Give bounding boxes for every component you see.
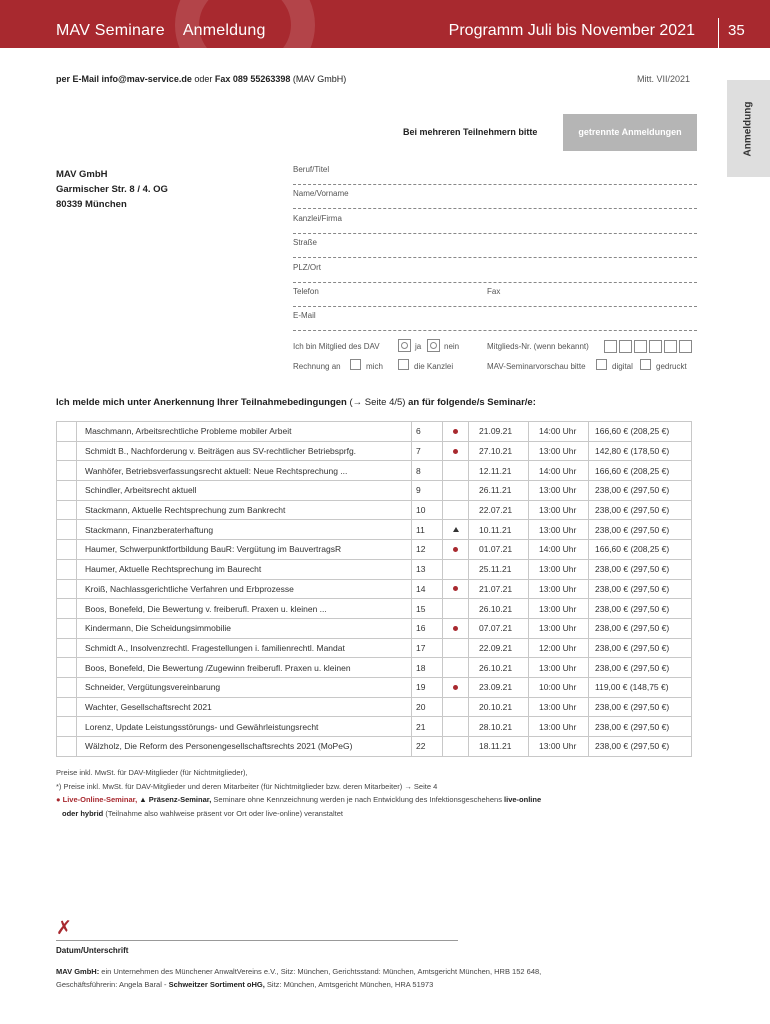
seminar-price: 238,00 € (297,50 €): [589, 559, 692, 579]
rechnung-kanzlei-checkbox[interactable]: [398, 359, 409, 370]
table-row: [57, 638, 692, 658]
live-online-dot-icon: [453, 449, 458, 454]
seminar-number: 21: [412, 717, 443, 737]
praesenz-legend: ▲ Präsenz-Seminar,: [137, 795, 212, 804]
seminar-number: 7: [412, 441, 443, 461]
seminar-number: 13: [412, 559, 443, 579]
vorschau-gedruckt-checkbox[interactable]: [640, 359, 651, 370]
seminar-date: 26.11.21: [469, 481, 529, 501]
name-field[interactable]: [293, 187, 697, 209]
seminar-number: 17: [412, 638, 443, 658]
footer-line-2: [56, 979, 541, 992]
seminar-time: 13:00 Uhr: [529, 737, 589, 757]
seminar-checkbox[interactable]: [57, 599, 77, 619]
dav-nein-radio[interactable]: [427, 339, 440, 352]
seminar-price: 238,00 € (297,50 €): [589, 481, 692, 501]
mitglieds-nr-digit-4[interactable]: [649, 340, 662, 353]
seminar-format-marker: [443, 717, 469, 737]
seminar-checkbox[interactable]: [57, 638, 77, 658]
seminar-format-marker: [443, 422, 469, 442]
vorschau-digital-checkbox[interactable]: [596, 359, 607, 370]
intro-page-ref: (→ Seite 4/5): [346, 397, 409, 408]
note-hybrid: oder hybrid: [62, 808, 104, 818]
plz-label: PLZ/Ort: [293, 263, 322, 272]
seminar-title: Schneider, Vergütungsvereinbarung: [77, 677, 412, 697]
seminar-time: 13:00 Uhr: [529, 697, 589, 717]
address-line-3: 80339 München: [56, 199, 127, 210]
seminar-number: 22: [412, 737, 443, 757]
address-line-2: Garmischer Str. 8 / 4. OG: [56, 184, 168, 195]
seminar-number: 19: [412, 677, 443, 697]
seminar-checkbox[interactable]: [57, 559, 77, 579]
live-online-dot-icon: [453, 626, 458, 631]
seminar-checkbox[interactable]: [57, 737, 77, 757]
radio-circle-icon: [401, 342, 408, 349]
table-row: [57, 500, 692, 520]
seminar-checkbox[interactable]: [57, 618, 77, 638]
live-online-dot-icon: [453, 547, 458, 552]
seminar-format-marker: [443, 737, 469, 757]
side-tab-label: Anmeldung: [742, 101, 754, 157]
telefon-label: Telefon: [293, 287, 319, 296]
seminar-title: Stackmann, Finanzberaterhaftung: [77, 520, 412, 540]
praesenz-triangle-icon: [453, 527, 459, 532]
seminar-format-marker: [443, 579, 469, 599]
mitglieds-nr-digit-5[interactable]: [664, 340, 677, 353]
vorschau-label: MAV-Seminarvorschau bitte: [487, 362, 586, 371]
seminar-price: 238,00 € (297,50 €): [589, 579, 692, 599]
seminar-price: 238,00 € (297,50 €): [589, 737, 692, 757]
table-row: [57, 697, 692, 717]
seminar-number: 15: [412, 599, 443, 619]
seminar-checkbox[interactable]: [57, 579, 77, 599]
note-line-4: [56, 807, 541, 821]
seminar-title: Haumer, Schwerpunktfortbildung BauR: Vergütung im BauvertragsR: [77, 540, 412, 560]
seminar-table: [56, 421, 692, 757]
table-row: [57, 677, 692, 697]
seminar-time: 13:00 Uhr: [529, 599, 589, 619]
seminar-time: 13:00 Uhr: [529, 520, 589, 540]
seminar-time: 13:00 Uhr: [529, 579, 589, 599]
rechnung-label: Rechnung an: [293, 362, 341, 371]
table-row: [57, 441, 692, 461]
page-number: 35: [728, 22, 745, 39]
beruf-label: Beruf/Titel: [293, 165, 330, 174]
contact-line: [56, 74, 346, 84]
table-row: [57, 540, 692, 560]
seminar-date: 28.10.21: [469, 717, 529, 737]
seminar-date: 21.09.21: [469, 422, 529, 442]
table-row: [57, 717, 692, 737]
legal-footer: [56, 966, 541, 991]
seminar-format-marker: [443, 481, 469, 501]
seminar-format-marker: [443, 520, 469, 540]
seminar-time: 13:00 Uhr: [529, 559, 589, 579]
table-row: [57, 559, 692, 579]
side-tab: [727, 80, 770, 177]
price-notes: [56, 766, 541, 820]
seminar-number: 18: [412, 658, 443, 678]
seminar-title: Wälzholz, Die Reform des Personengesellschaftsrechts 2021 (MoPeG): [77, 737, 412, 757]
contact-oder: oder: [191, 74, 215, 84]
name-label: Name/Vorname: [293, 189, 349, 198]
note-line-3-text: Seminare ohne Kennzeichnung werden je nach Entwicklung des Infektionsgeschehens: [211, 795, 505, 804]
table-row: [57, 481, 692, 501]
header-program: Programm Juli bis November 2021: [448, 22, 695, 39]
seminar-number: 20: [412, 697, 443, 717]
intro-part-2: an für folgende/s Seminar/e:: [408, 397, 536, 408]
seminar-title: Schindler, Arbeitsrecht aktuell: [77, 481, 412, 501]
seminar-number: 14: [412, 579, 443, 599]
seminar-format-marker: [443, 540, 469, 560]
intro-part-1: Ich melde mich unter Anerkennung Ihrer Teilnahmebedingungen: [56, 397, 347, 408]
seminar-format-marker: [443, 618, 469, 638]
table-row: [57, 520, 692, 540]
seminar-price: 238,00 € (297,50 €): [589, 520, 692, 540]
seminar-date: 22.07.21: [469, 500, 529, 520]
seminar-number: 8: [412, 461, 443, 481]
seminar-date: 22.09.21: [469, 638, 529, 658]
seminar-title: Kindermann, Die Scheidungsimmobilie: [77, 618, 412, 638]
seminar-price: 142,80 € (178,50 €): [589, 441, 692, 461]
seminar-checkbox[interactable]: [57, 500, 77, 520]
seminar-checkbox[interactable]: [57, 461, 77, 481]
header-bar: [0, 0, 770, 48]
seminar-price: 238,00 € (297,50 €): [589, 697, 692, 717]
live-online-dot-icon: [453, 685, 458, 690]
email-label: E-Mail: [293, 311, 316, 320]
live-online-dot-icon: [453, 586, 458, 591]
seminar-date: 23.09.21: [469, 677, 529, 697]
footer-text-3: Sitz: München, Amtsgericht München, HRA 51973: [264, 979, 434, 989]
seminar-time: 13:00 Uhr: [529, 441, 589, 461]
seminar-title: Boos, Bonefeld, Die Bewertung v. freiberufl. Praxen u. kleinen ...: [77, 599, 412, 619]
seminar-date: 25.11.21: [469, 559, 529, 579]
mitglieds-nr-digit-6[interactable]: [679, 340, 692, 353]
seminar-format-marker: [443, 677, 469, 697]
seminar-title: Maschmann, Arbeitsrechtliche Probleme mobiler Arbeit: [77, 422, 412, 442]
seminar-format-marker: [443, 559, 469, 579]
seminar-checkbox[interactable]: [57, 697, 77, 717]
fax-label: Fax: [487, 287, 501, 296]
address-line-1: MAV GmbH: [56, 169, 108, 180]
seminar-title: Haumer, Aktuelle Rechtsprechung im Baurecht: [77, 559, 412, 579]
seminar-number: 9: [412, 481, 443, 501]
footer-text-2: Geschäftsführerin: Angela Baral -: [56, 979, 169, 989]
seminar-price: 166,60 € (208,25 €): [589, 422, 692, 442]
seminar-format-marker: [443, 441, 469, 461]
table-row: [57, 461, 692, 481]
email-field[interactable]: [293, 309, 697, 331]
seminar-time: 13:00 Uhr: [529, 618, 589, 638]
table-row: [57, 737, 692, 757]
vorschau-digital-label: digital: [612, 362, 633, 371]
seminar-time: 14:00 Uhr: [529, 422, 589, 442]
seminar-title: Lorenz, Update Leistungsstörungs- und Gewährleistungsrecht: [77, 717, 412, 737]
table-row: [57, 422, 692, 442]
seminar-time: 13:00 Uhr: [529, 481, 589, 501]
seminar-date: 10.11.21: [469, 520, 529, 540]
seminar-date: 27.10.21: [469, 441, 529, 461]
live-online-dot-icon: [453, 429, 458, 434]
mitglieds-nr-digit-3[interactable]: [634, 340, 647, 353]
seminar-format-marker: [443, 599, 469, 619]
seminar-title: Boos, Bonefeld, Die Bewertung /Zugewinn freiberufl. Praxen u. kleinen: [77, 658, 412, 678]
mitglieds-nr-digit-1[interactable]: [604, 340, 617, 353]
seminar-time: 13:00 Uhr: [529, 658, 589, 678]
registration-intro: [56, 397, 536, 408]
seminar-price: 238,00 € (297,50 €): [589, 599, 692, 619]
table-row: [57, 658, 692, 678]
header-divider: [718, 18, 719, 48]
seminar-format-marker: [443, 658, 469, 678]
table-row: [57, 618, 692, 638]
seminar-checkbox[interactable]: [57, 540, 77, 560]
contact-email: per E-Mail info@mav-service.de: [56, 74, 192, 84]
seminar-date: 01.07.21: [469, 540, 529, 560]
seminar-checkbox[interactable]: [57, 441, 77, 461]
seminar-time: 13:00 Uhr: [529, 717, 589, 737]
seminar-price: 238,00 € (297,50 €): [589, 500, 692, 520]
seminar-checkbox[interactable]: [57, 520, 77, 540]
note-line-1: Preise inkl. MwSt. für DAV-Mitglieder (für Nichtmitglieder),: [56, 768, 248, 777]
header-section: Anmeldung: [182, 22, 266, 39]
seminar-number: 10: [412, 500, 443, 520]
table-row: [57, 599, 692, 619]
rechnung-mich-label: mich: [366, 362, 383, 371]
multi-participants-label: Bei mehreren Teilnehmern bitte: [403, 127, 538, 137]
contact-fax: Fax 089 55263398: [214, 74, 291, 84]
mitglieds-nr-label: Mitglieds-Nr. (wenn bekannt): [487, 342, 589, 351]
seminar-number: 16: [412, 618, 443, 638]
seminar-format-marker: [443, 461, 469, 481]
strasse-field[interactable]: [293, 236, 697, 258]
footer-line-1: [56, 966, 541, 979]
seminar-format-marker: [443, 500, 469, 520]
seminar-title: Schmidt B., Nachforderung v. Beiträgen aus SV-rechtlicher Betriebsprfg.: [77, 441, 412, 461]
seminar-title: Stackmann, Aktuelle Rechtsprechung zum Bankrecht: [77, 500, 412, 520]
seminar-checkbox[interactable]: [57, 717, 77, 737]
seminar-title: Schmidt A., Insolvenzrechtl. Fragestellungen i. familienrechtl. Mandat: [77, 638, 412, 658]
seminar-time: 10:00 Uhr: [529, 677, 589, 697]
seminar-time: 14:00 Uhr: [529, 461, 589, 481]
header-title: [56, 22, 266, 40]
footer-company: MAV GmbH:: [56, 967, 100, 976]
seminar-title: Wachter, Gesellschaftsrecht 2021: [77, 697, 412, 717]
seminar-price: 238,00 € (297,50 €): [589, 717, 692, 737]
signature-line[interactable]: [56, 940, 458, 941]
note-line-2: *) Preise inkl. MwSt. für DAV-Mitglieder und deren Mitarbeiter (für Nichtmitglieder bzw. deren Mitarbeiter) → Seite 4: [56, 781, 438, 791]
seminar-time: 13:00 Uhr: [529, 500, 589, 520]
dav-ja-radio[interactable]: [398, 339, 411, 352]
vorschau-gedruckt-label: gedruckt: [656, 362, 687, 371]
seminar-time: 12:00 Uhr: [529, 638, 589, 658]
separate-registration-box: getrennte Anmeldungen: [563, 114, 697, 151]
seminar-price: 238,00 € (297,50 €): [589, 618, 692, 638]
seminar-date: 26.10.21: [469, 599, 529, 619]
seminar-price: 119,00 € (148,75 €): [589, 677, 692, 697]
seminar-date: 07.07.21: [469, 618, 529, 638]
seminar-price: 166,60 € (208,25 €): [589, 540, 692, 560]
seminar-checkbox[interactable]: [57, 422, 77, 442]
seminar-number: 11: [412, 520, 443, 540]
kanzlei-field[interactable]: [293, 212, 697, 234]
seminar-time: 14:00 Uhr: [529, 540, 589, 560]
seminar-format-marker: [443, 697, 469, 717]
rechnung-kanzlei-label: die Kanzlei: [414, 362, 454, 371]
seminar-format-marker: [443, 638, 469, 658]
live-online-legend: ● Live-Online-Seminar,: [56, 795, 138, 804]
seminar-price: 238,00 € (297,50 €): [589, 638, 692, 658]
note-line-4-text: (Teilnahme also wahlweise präsent vor Ort oder live-online) veranstaltet: [103, 808, 343, 818]
signature-label: Datum/Unterschrift: [56, 946, 129, 955]
contact-suffix: (MAV GmbH): [290, 74, 347, 84]
issue-reference: Mitt. VII/2021: [637, 74, 691, 84]
rechnung-mich-checkbox[interactable]: [350, 359, 361, 370]
dav-question: Ich bin Mitglied des DAV: [293, 342, 380, 351]
recipient-address: [56, 167, 168, 212]
seminar-date: 21.07.21: [469, 579, 529, 599]
seminar-date: 20.10.21: [469, 697, 529, 717]
header-series: MAV Seminare: [56, 22, 165, 39]
dav-nein-label: nein: [444, 342, 460, 351]
beruf-field[interactable]: [293, 163, 697, 185]
seminar-number: 6: [412, 422, 443, 442]
seminar-checkbox[interactable]: [57, 677, 77, 697]
seminar-price: 238,00 € (297,50 €): [589, 658, 692, 678]
seminar-number: 12: [412, 540, 443, 560]
plz-ort-field[interactable]: [293, 261, 697, 283]
table-row: [57, 579, 692, 599]
seminar-checkbox[interactable]: [57, 658, 77, 678]
seminar-date: 26.10.21: [469, 658, 529, 678]
seminar-title: Kroiß, Nachlassgerichtliche Verfahren und Erbprozesse: [77, 579, 412, 599]
strasse-label: Straße: [293, 238, 318, 247]
radio-circle-icon: [430, 342, 437, 349]
footer-text-1: ein Unternehmen des Münchener AnwaltVereins e.V., Sitz: München, Gerichtsstand: München, Amtsgericht München, HRB 152 648,: [99, 967, 542, 976]
seminar-price: 166,60 € (208,25 €): [589, 461, 692, 481]
telefon-fax-field[interactable]: [293, 285, 697, 307]
seminar-table-body: [57, 422, 692, 757]
seminar-checkbox[interactable]: [57, 481, 77, 501]
seminar-date: 12.11.21: [469, 461, 529, 481]
mitglieds-nr-digit-2[interactable]: [619, 340, 632, 353]
note-line-3: [56, 793, 541, 807]
seminar-date: 18.11.21: [469, 737, 529, 757]
dav-ja-label: ja: [415, 342, 422, 351]
footer-sortiment: Schweitzer Sortiment oHG,: [168, 979, 265, 989]
note-live-online: live-online: [504, 795, 542, 804]
seminar-title: Wanhöfer, Betriebsverfassungsrecht aktuell: Neue Rechtsprechung ...: [77, 461, 412, 481]
signature-mark-icon: ✗: [56, 918, 72, 939]
kanzlei-label: Kanzlei/Firma: [293, 214, 342, 223]
